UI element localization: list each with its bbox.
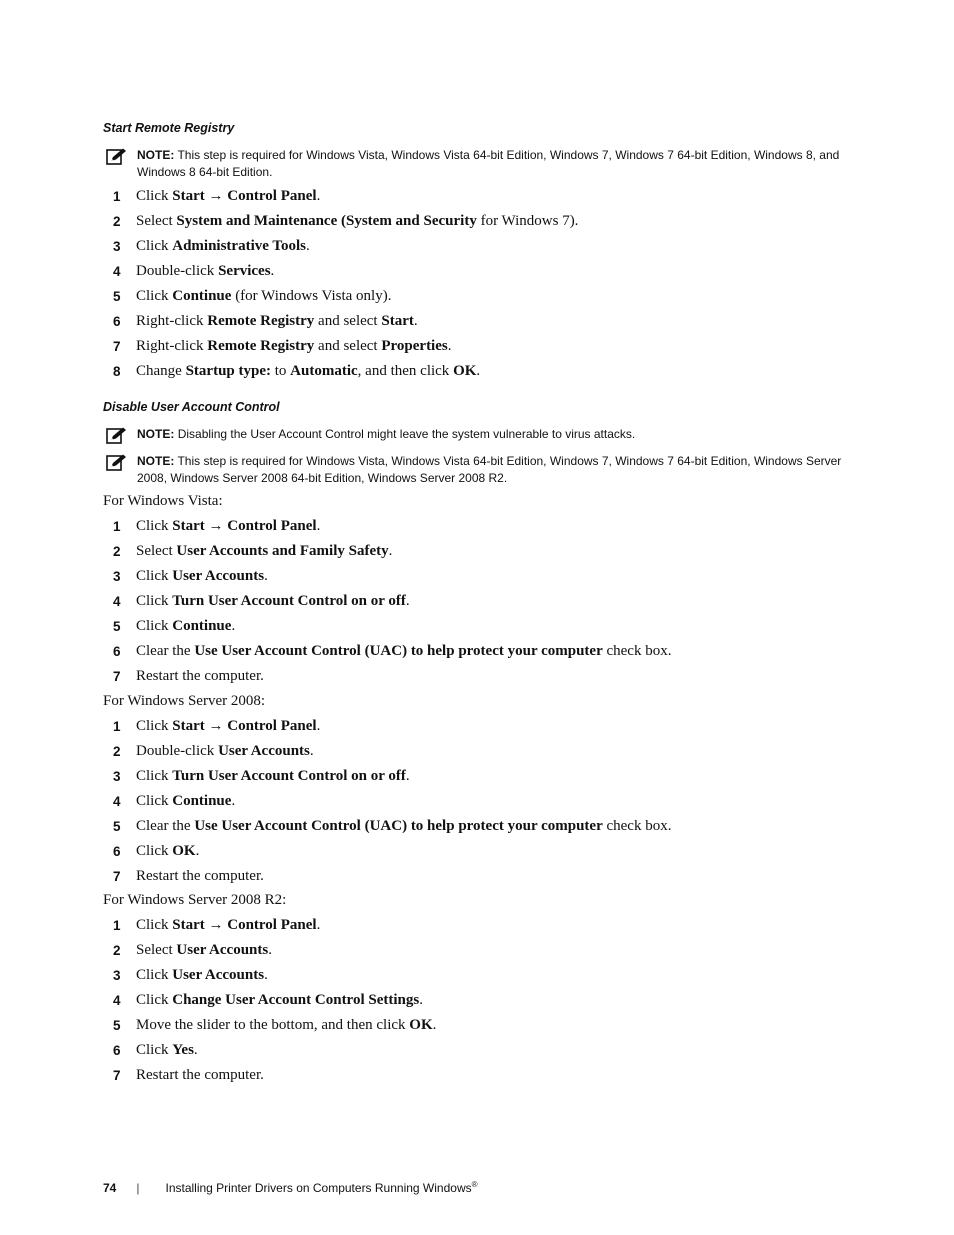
step-text-run: → — [204, 917, 228, 933]
step-text-run: . — [316, 917, 321, 933]
step-item — [103, 938, 883, 963]
step-text-run: . — [193, 1042, 198, 1058]
step-text — [136, 589, 410, 614]
note-text: Disabling the User Account Control might leave the system vulnerable to virus attacks. — [177, 427, 636, 441]
step-item — [103, 514, 883, 539]
step-text — [136, 664, 264, 689]
step-text-run: for Windows 7). — [476, 213, 579, 229]
page-footer — [103, 1180, 478, 1195]
step-text — [136, 259, 274, 284]
step-text-run: Click — [136, 1042, 173, 1058]
step-item — [103, 259, 883, 284]
step-item — [103, 988, 883, 1013]
ui-term: Startup type: — [185, 363, 271, 379]
step-item — [103, 764, 883, 789]
step-number: 5 — [113, 289, 121, 304]
ui-term: Control Panel — [227, 917, 317, 933]
step-item — [103, 739, 883, 764]
step-number: 1 — [113, 918, 121, 933]
step-text — [136, 614, 235, 639]
step-text — [136, 209, 578, 234]
step-list — [103, 714, 883, 889]
step-text-run: Change — [136, 363, 186, 379]
note-pencil-icon — [106, 454, 127, 472]
registered-trademark: ® — [471, 1180, 478, 1189]
step-text — [136, 1038, 198, 1063]
step-text-run: . — [388, 543, 393, 559]
footer-title: Installing Printer Drivers on Computers Running Windows — [165, 1181, 472, 1195]
step-item — [103, 664, 883, 689]
step-text-run: Click — [136, 618, 173, 634]
step-item — [103, 539, 883, 564]
step-item — [103, 1013, 883, 1038]
step-text-run: Click — [136, 593, 173, 609]
step-item — [103, 913, 883, 938]
step-text — [136, 864, 264, 889]
step-text-run: Click — [136, 768, 173, 784]
step-text — [136, 988, 423, 1013]
step-item — [103, 209, 883, 234]
step-number: 5 — [113, 619, 121, 634]
ui-term: Remote Registry — [207, 313, 315, 329]
step-number: 5 — [113, 1018, 121, 1033]
step-text-run: Click — [136, 967, 173, 983]
ui-term: Continue — [172, 618, 232, 634]
step-number: 7 — [113, 869, 121, 884]
ui-term: User Accounts — [172, 967, 265, 983]
note-label: NOTE: — [137, 427, 175, 441]
step-item — [103, 334, 883, 359]
step-text-run: . — [264, 568, 268, 584]
step-text-run: Double-click — [136, 743, 219, 759]
step-number: 2 — [113, 744, 121, 759]
step-number: 7 — [113, 669, 121, 684]
note-label: NOTE: — [137, 454, 175, 468]
ui-term: Control Panel — [227, 718, 317, 734]
ui-term: User Accounts — [172, 568, 265, 584]
step-text — [136, 284, 391, 309]
step-text — [136, 359, 480, 384]
step-text-run: Restart the computer. — [136, 668, 264, 684]
step-item — [103, 839, 883, 864]
ui-term: Automatic — [290, 363, 358, 379]
step-text — [136, 839, 199, 864]
step-text-run: Select — [136, 543, 177, 559]
intro-windows-server-2008: For Windows Server 2008: — [103, 693, 266, 709]
section-heading-start-remote-registry: Start Remote Registry — [103, 121, 235, 135]
step-text — [136, 1063, 264, 1088]
ui-term: OK — [409, 1017, 433, 1033]
step-number: 2 — [113, 943, 121, 958]
ui-term: System and Maintenance (System and Security — [176, 213, 477, 229]
ui-term: Yes — [172, 1042, 194, 1058]
step-text-run: . — [231, 618, 236, 634]
step-number: 3 — [113, 239, 121, 254]
step-item — [103, 789, 883, 814]
step-number: 3 — [113, 569, 121, 584]
step-text — [136, 334, 451, 359]
ui-term: OK — [453, 363, 477, 379]
ui-term: Properties — [381, 338, 448, 354]
step-number: 3 — [113, 769, 121, 784]
intro-windows-vista: For Windows Vista: — [103, 493, 223, 509]
step-text — [136, 564, 268, 589]
step-text-run: . — [195, 843, 200, 859]
step-text-run: . — [447, 338, 452, 354]
ui-term: Start — [172, 188, 205, 204]
step-text-run: check box. — [602, 643, 672, 659]
step-number: 4 — [113, 794, 121, 809]
step-text-run: Restart the computer. — [136, 1067, 264, 1083]
step-text-run: . — [419, 992, 423, 1008]
step-text-run: . — [309, 743, 314, 759]
step-item — [103, 589, 883, 614]
step-number: 6 — [113, 644, 121, 659]
ui-term: Change User Account Control Settings — [172, 992, 420, 1008]
step-item — [103, 614, 883, 639]
step-text-run: Click — [136, 288, 173, 304]
ui-term: User Accounts and Family Safety — [176, 543, 389, 559]
step-text-run: . — [316, 718, 321, 734]
step-text — [136, 184, 320, 209]
step-text-run: Double-click — [136, 263, 219, 279]
ui-term: User Accounts — [218, 743, 310, 759]
step-text-run: Click — [136, 992, 173, 1008]
step-text-run: Restart the computer. — [136, 868, 264, 884]
step-text-run: Click — [136, 518, 173, 534]
step-text-run: Select — [136, 942, 177, 958]
step-text — [136, 234, 310, 259]
step-text-run: . — [268, 942, 272, 958]
step-number: 2 — [113, 544, 121, 559]
ui-term: Start — [172, 917, 205, 933]
step-text-run: Move the slider to the bottom, and then click — [136, 1017, 410, 1033]
step-item — [103, 284, 883, 309]
ui-term: User Accounts — [176, 942, 269, 958]
step-text-run: Select — [136, 213, 177, 229]
step-text-run: . — [270, 263, 275, 279]
step-text-run: → — [204, 718, 228, 734]
note-block — [103, 147, 863, 181]
note-text: This step is required for Windows Vista, Windows Vista 64-bit Edition, Windows 7, Windows 7 64-bit Edition, Windows 8, and Windows 8 64-bit Edition. — [137, 148, 840, 179]
step-item — [103, 1063, 883, 1088]
step-text-run: . — [231, 793, 236, 809]
ui-term: Use User Account Control (UAC) to help protect your computer — [194, 818, 603, 834]
step-text-run: Click — [136, 188, 173, 204]
step-text-run: and select — [314, 338, 382, 354]
step-text-run: Right-click — [136, 338, 208, 354]
ui-term: Services — [218, 263, 271, 279]
step-number: 4 — [113, 264, 121, 279]
step-text-run: . — [306, 238, 310, 254]
step-number: 8 — [113, 364, 121, 379]
step-text-run: Click — [136, 793, 173, 809]
step-text — [136, 938, 272, 963]
step-text-run: . — [264, 967, 268, 983]
step-text — [136, 714, 320, 739]
step-text — [136, 739, 314, 764]
ui-term: Administrative Tools — [172, 238, 307, 254]
step-item — [103, 359, 883, 384]
note-block — [103, 426, 863, 443]
step-text — [136, 309, 418, 334]
ui-term: Start — [381, 313, 414, 329]
step-item — [103, 639, 883, 664]
step-item — [103, 814, 883, 839]
ui-term: Start — [172, 518, 205, 534]
step-text-run: . — [413, 313, 418, 329]
step-text — [136, 789, 235, 814]
step-text-run: . — [405, 768, 410, 784]
step-text-run: . — [476, 363, 481, 379]
step-number: 6 — [113, 1043, 121, 1058]
step-list — [103, 913, 883, 1088]
step-text — [136, 539, 392, 564]
step-text — [136, 1013, 436, 1038]
step-number: 2 — [113, 214, 121, 229]
step-list — [103, 184, 883, 384]
step-number: 5 — [113, 819, 121, 834]
step-text-run: (for Windows Vista only). — [231, 288, 392, 304]
step-text-run: , and then click — [357, 363, 454, 379]
ui-term: Turn User Account Control on or off — [172, 768, 406, 784]
step-text-run: Right-click — [136, 313, 208, 329]
note-label: NOTE: — [137, 148, 175, 162]
step-text-run: . — [405, 593, 410, 609]
step-text-run: check box. — [602, 818, 672, 834]
step-text-run: . — [316, 518, 321, 534]
step-text — [136, 764, 410, 789]
step-number: 1 — [113, 719, 121, 734]
note-text: This step is required for Windows Vista, Windows Vista 64-bit Edition, Windows 7, Windows 7 64-bit Edition, Windows Server 2008, Windows Server 2008 64-bit Edition, Windows Server 2008 R2. — [137, 454, 842, 485]
step-item — [103, 564, 883, 589]
step-number: 1 — [113, 189, 121, 204]
step-text-run: → — [204, 518, 228, 534]
ui-term: Control Panel — [227, 518, 317, 534]
step-item — [103, 963, 883, 988]
ui-term: Remote Registry — [207, 338, 315, 354]
step-item — [103, 309, 883, 334]
page-number: 74 — [103, 1181, 117, 1195]
step-item — [103, 714, 883, 739]
step-text — [136, 814, 671, 839]
step-number: 6 — [113, 314, 121, 329]
step-text-run: Clear the — [136, 643, 195, 659]
ui-term: Use User Account Control (UAC) to help protect your computer — [194, 643, 603, 659]
footer-separator: | — [136, 1181, 140, 1195]
step-number: 6 — [113, 844, 121, 859]
step-item — [103, 184, 883, 209]
step-text — [136, 913, 320, 938]
note-pencil-icon — [106, 427, 127, 445]
section-heading-disable-uac: Disable User Account Control — [103, 400, 280, 414]
step-number: 4 — [113, 993, 121, 1008]
step-number: 4 — [113, 594, 121, 609]
step-text — [136, 514, 320, 539]
step-text — [136, 639, 671, 664]
step-number: 7 — [113, 1068, 121, 1083]
ui-term: Continue — [172, 288, 232, 304]
ui-term: OK — [172, 843, 196, 859]
step-item — [103, 1038, 883, 1063]
step-text-run: Click — [136, 718, 173, 734]
step-text-run: . — [316, 188, 321, 204]
ui-term: Continue — [172, 793, 232, 809]
step-text-run: → — [204, 188, 228, 204]
step-text-run: Click — [136, 843, 173, 859]
step-list — [103, 514, 883, 689]
step-text — [136, 963, 268, 988]
step-number: 7 — [113, 339, 121, 354]
step-text-run: Click — [136, 568, 173, 584]
note-pencil-icon — [106, 148, 127, 166]
step-item — [103, 864, 883, 889]
step-text-run: to — [271, 363, 291, 379]
step-text-run: . — [432, 1017, 437, 1033]
step-text-run: Clear the — [136, 818, 195, 834]
step-text-run: Click — [136, 917, 173, 933]
step-text-run: Click — [136, 238, 173, 254]
ui-term: Control Panel — [227, 188, 317, 204]
note-block — [103, 453, 863, 487]
intro-windows-server-2008-r2: For Windows Server 2008 R2: — [103, 892, 287, 908]
ui-term: Turn User Account Control on or off — [172, 593, 406, 609]
ui-term: Start — [172, 718, 205, 734]
step-text-run: and select — [314, 313, 382, 329]
step-item — [103, 234, 883, 259]
step-number: 3 — [113, 968, 121, 983]
step-number: 1 — [113, 519, 121, 534]
